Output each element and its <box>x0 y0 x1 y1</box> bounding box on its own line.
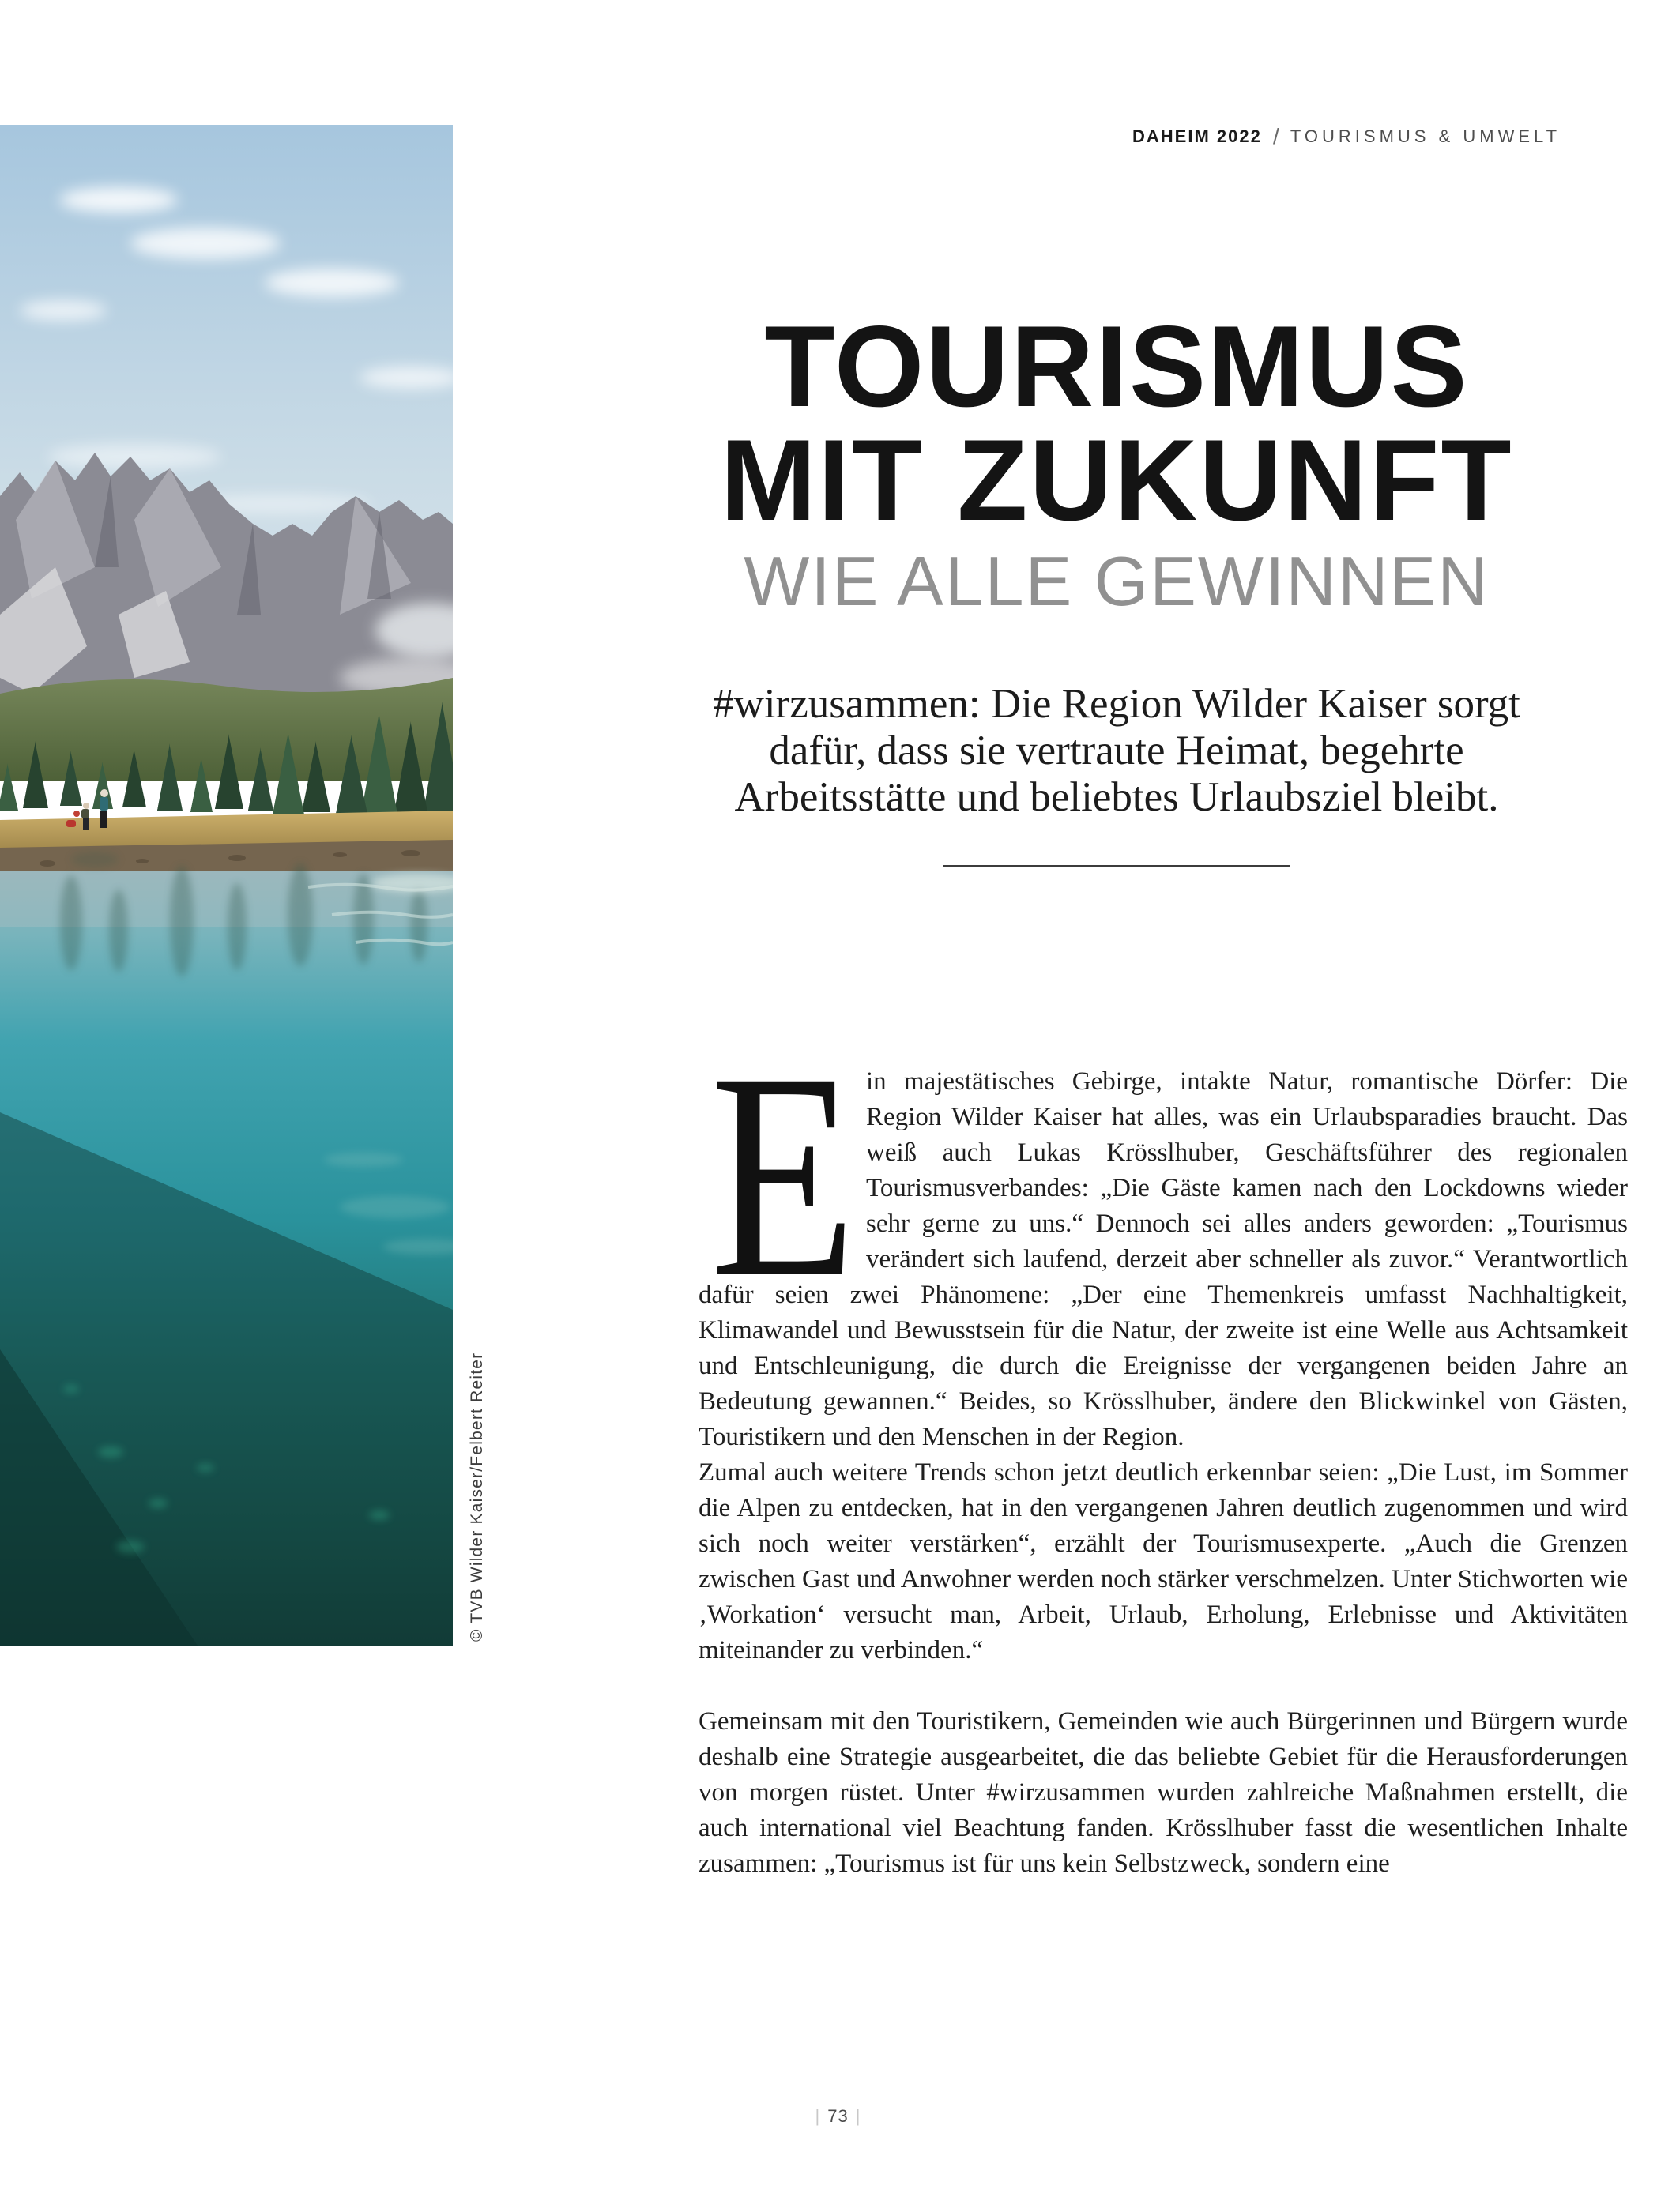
article-title-line1: TOURISMUS <box>764 302 1469 431</box>
page-number-value: 73 <box>827 2106 849 2126</box>
drop-cap <box>699 1012 866 1338</box>
body-paragraph-3: Gemeinsam mit den Touristikern, Gemeinden wie auch Bürgerinnen und Bürgern wurde deshalb eine Strategie ausgearbeitet, die das beliebte Gebiet für die Herausforderungen von morgen rüstet. Unter #wirzusammen wurden zahlreiche Maßnahmen erstellt, die auch international viel Beachtung fanden. Krösslhuber fasst die wesentlichen Inhalte zusammen: „Tourismus ist für uns kein Selbstzweck, sondern eine <box>699 1707 1628 1878</box>
divider-rule <box>943 865 1290 867</box>
article-title <box>601 302 1633 544</box>
page-number-bracket-left: | <box>815 2106 821 2126</box>
page-number <box>0 2106 1676 2127</box>
body-paragraph-1 <box>699 1012 1628 1455</box>
article-body <box>699 1012 1628 1882</box>
photo-credit: © TVB Wilder Kaiser/Felbert Reiter <box>468 1352 486 1642</box>
lead-paragraph: #wirzusammen: Die Region Wilder Kaiser sorgt dafür, dass sie vertraute Heimat, begehrte Arbeitsstätte und beliebtes Urlaubsziel bleibt. <box>713 681 1520 820</box>
drop-cap-letter: E <box>710 1012 857 1338</box>
page-number-bracket-right: | <box>855 2106 861 2126</box>
article-title-line2: MIT ZUKUNFT <box>720 416 1513 544</box>
page-header <box>1132 126 1561 147</box>
headline-block <box>601 302 1633 867</box>
section-label: TOURISMUS & UMWELT <box>1290 126 1561 146</box>
body-paragraph-1-text: in majestätisches Gebirge, intakte Natur, romantische Dörfer: Die Region Wilder Kaiser hat alles, was ein Urlaubsparadies braucht. Das weiß auch Lukas Krösslhuber, Geschäftsführer des regionalen Tourismusverbandes: „Die Gäste kamen nach den Lockdowns wieder sehr gerne zu uns.“ Dennoch sei alles anders geworden: „Tourismus verändert sich laufend, derzeit aber schneller als zuvor.“ Verantwortlich dafür seien zwei Phänomene: „Der eine Themenkreis umfasst Nachhaltigkeit, Klimawandel und Bewusstsein für die Natur, der zweite ist eine Welle aus Achtsamkeit und Entschleunigung, die durch die Ereignisse der vergangenen beiden Jahre an Bedeutung gewannen.“ Beides, so Krösslhuber, ändere den Blickwinkel von Gästen, Touristikern und den Menschen in der Region. <box>699 1067 1628 1451</box>
edition-label: DAHEIM 2022 <box>1132 126 1262 146</box>
header-separator-slash: / <box>1272 124 1279 149</box>
lake-photo-illustration <box>0 125 453 1646</box>
body-paragraph-2: Zumal auch weitere Trends schon jetzt deutlich erkennbar seien: „Die Lust, im Sommer die Alpen zu entdecken, hat in den vergangenen Jahren deutlich zugenommen und wird sich noch weiter verstärken“, erzählt der Tourismusexperte. „Auch die Grenzen zwischen Gast und Anwohner werden noch stärker verschmelzen. Unter Stichworten wie ‚Workation‘ versucht man, Arbeit, Urlaub, Erholung, Erlebnisse und Aktivitäten miteinander zu verbinden.“ <box>699 1458 1628 1665</box>
lake-photo <box>0 125 453 1646</box>
article-subtitle: WIE ALLE GEWINNEN <box>744 542 1490 620</box>
